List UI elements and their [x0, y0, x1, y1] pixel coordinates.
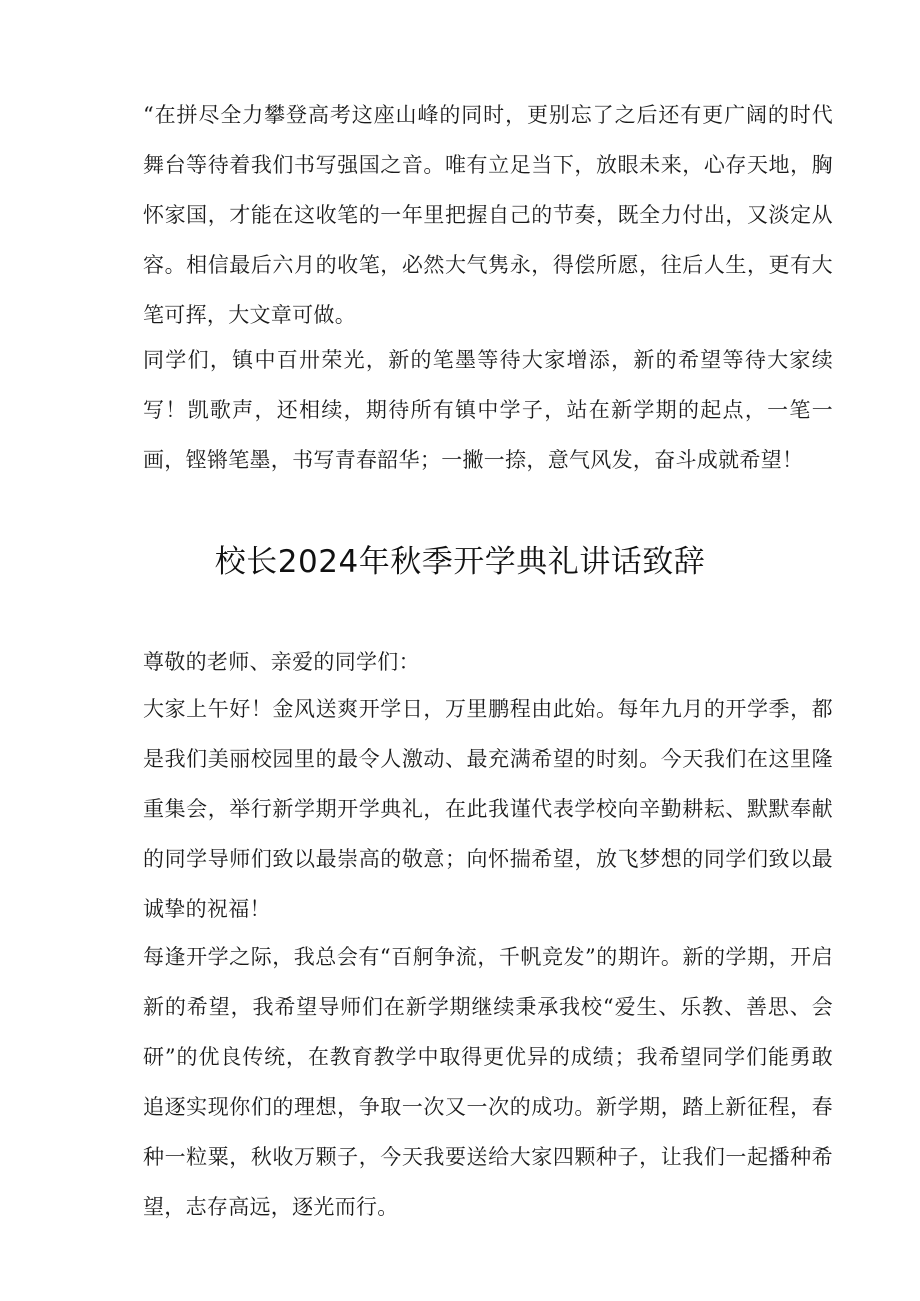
greeting-line: 尊敬的老师、亲爱的同学们：	[143, 650, 420, 674]
paragraph-continuation: “在拼尽全力攀登高考这座山峰的同时，更别忘了之后还有更广阔的时代舞台等待着我们书写强国之音。唯有立足当下，放眼未来，心存天地，胸怀家国，才能在这收笔的一年里把握自己的节奏，既全力付出，又淡定从容。相信最后六月的收笔，必然大气隽永，得偿所愿，往后人生，更有大笔可挥，大文章可做。	[143, 103, 833, 327]
paragraph-opening: 大家上午好！金风送爽开学日，万里鹏程由此始。每年九月的开学季，都是我们美丽校园里的最令人激动、最充满希望的时刻。今天我们在这里隆重集会，举行新学期开学典礼，在此我谨代表学校向辛勤耕耘、默默奉献的同学导师们致以最崇高的敬意；向怀揣希望，放飞梦想的同学们致以最诚挚的祝福！	[143, 697, 833, 921]
document-title: 校长2024年秋季开学典礼讲话致辞	[214, 544, 706, 580]
paragraph-closing: 同学们，镇中百卅荣光，新的笔墨等待大家增添，新的希望等待大家续写！凯歌声，还相续，期待所有镇中学子，站在新学期的起点，一笔一画，铿锵笔墨，书写青春韶华；一撇一捺，意气风发，奋斗成就希望！	[143, 348, 833, 472]
paragraph-wishes: 每逢开学之际，我总会有“百舸争流，千帆竞发”的期许。新的学期，开启新的希望，我希望导师们在新学期继续秉承我校“爱生、乐教、善思、会研”的优良传统，在教育教学中取得更优异的成绩；我希望同学们能勇敢追逐实现你们的理想，争取一次又一次的成功。新学期，踏上新征程，春种一粒粟，秋收万颗子，今天我要送给大家四颗种子，让我们一起播种希望，志存高远，逐光而行。	[143, 945, 833, 1219]
